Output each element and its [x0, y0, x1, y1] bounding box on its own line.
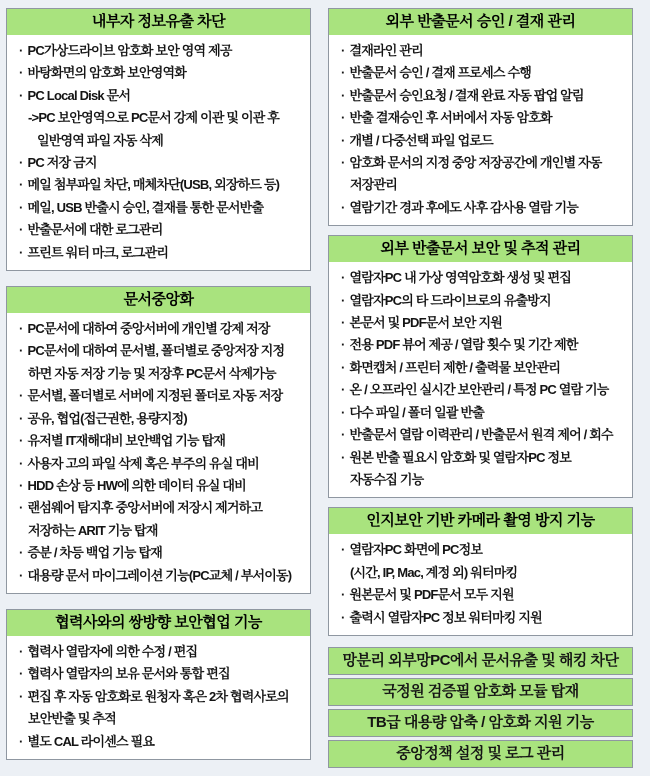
- box-title: 내부자 정보유출 차단: [7, 9, 310, 35]
- feature-line: · 반출문서 승인 / 결재 프로세스 수행: [341, 62, 626, 84]
- left-feature-box-3: [6, 609, 311, 760]
- feature-line: · 반출 결재승인 후 서버에서 자동 암호화: [341, 107, 626, 129]
- feature-line: · 협력사 열람자의 보유 문서와 통합 편집: [19, 663, 304, 685]
- feature-line: · 암호화 문서의 지정 중앙 저장공간에 개인별 자동: [341, 152, 626, 174]
- feature-list: [7, 35, 310, 270]
- feature-banner-1: 망분리 외부망PC에서 문서유출 및 해킹 차단: [328, 647, 633, 675]
- right-feature-box-3: [328, 507, 633, 636]
- feature-line: · 유저별 IT재해대비 보안백업 기능 탑재: [19, 430, 304, 452]
- left-feature-box-1: [6, 8, 311, 271]
- feature-line-continuation: 하면 자동 저장 기능 및 저장후 PC문서 삭제가능: [28, 365, 276, 381]
- feature-line: · 원본 반출 필요시 암호화 및 열람자PC 정보: [341, 447, 626, 469]
- feature-line: · HDD 손상 등 HW에 의한 데이터 유실 대비: [19, 475, 304, 497]
- feature-line: · 증분 / 차등 백업 기능 탑재: [19, 542, 304, 564]
- feature-line: · 열람자PC 화면에 PC정보: [341, 539, 626, 561]
- feature-line: · 메일 첨부파일 차단, 매체차단(USB, 외장하드 등): [19, 174, 304, 196]
- feature-line-continuation: 저장하는 ARIT 기능 탑재: [28, 522, 158, 538]
- feature-line: · 바탕화면의 암호화 보안영역화: [19, 62, 304, 84]
- feature-line-continuation: 일반영역 파일 자동 삭제: [37, 132, 164, 148]
- feature-line: · 편집 후 자동 암호화로 원청자 혹은 2차 협력사로의: [19, 686, 304, 708]
- feature-line: · 열람자PC 내 가상 영역암호화 생성 및 편집: [341, 267, 626, 289]
- feature-list: [329, 262, 632, 497]
- feature-line: · 출력시 열람자PC 정보 워터마킹 지원: [341, 607, 626, 629]
- right-feature-box-1: [328, 8, 633, 226]
- feature-line-continuation: ->PC 보안영역으로 PC문서 강제 이관 및 이관 후: [28, 110, 280, 126]
- feature-line: · 공유, 협업(접근권한, 용량지정): [19, 408, 304, 430]
- right-feature-box-2: [328, 235, 633, 498]
- feature-line: · 다수 파일 / 폴더 일괄 반출: [341, 402, 626, 424]
- feature-line: · 열람자PC의 타 드라이브로의 유출방지: [341, 290, 626, 312]
- feature-line-continuation: 저장관리: [350, 177, 398, 193]
- feature-line-continuation: 자동수집 기능: [350, 471, 424, 487]
- feature-line: · PC가상드라이브 암호화 보안 영역 제공: [19, 40, 304, 62]
- feature-banner-3: TB급 대용량 압축 / 암호화 지원 기능: [328, 709, 633, 737]
- feature-line: · 결재라인 관리: [341, 40, 626, 62]
- feature-list: [7, 636, 310, 759]
- feature-line: · 사용자 고의 파일 삭제 혹은 부주의 유실 대비: [19, 453, 304, 475]
- feature-line: · 반출문서 열람 이력관리 / 반출문서 원격 제어 / 회수: [341, 424, 626, 446]
- left-column: [6, 8, 311, 768]
- feature-line: · 문서별, 폴더별로 서버에 지정된 폴더로 자동 저장: [19, 385, 304, 407]
- right-column: [328, 8, 633, 768]
- feature-line: · 전용 PDF 뷰어 제공 / 열람 횟수 및 기간 제한: [341, 334, 626, 356]
- feature-line: · PC문서에 대하여 중앙서버에 개인별 강제 저장: [19, 318, 304, 340]
- left-feature-box-2: [6, 286, 311, 594]
- feature-banner-2: 국정원 검증필 암호화 모듈 탑재: [328, 678, 633, 706]
- feature-line: · 온 / 오프라인 실시간 보안관리 / 특정 PC 열람 기능: [341, 379, 626, 401]
- feature-line: · 랜섬웨어 탐지후 중앙서버에 저장시 제거하고: [19, 497, 304, 519]
- box-title: 외부 반출문서 보안 및 추적 관리: [329, 236, 632, 262]
- feature-line: · 반출문서에 대한 로그관리: [19, 219, 304, 241]
- feature-line: · 반출문서 승인요청 / 결재 완료 자동 팝업 알림: [341, 85, 626, 107]
- feature-line-continuation: (시간, IP, Mac, 계정 외) 워터마킹: [350, 564, 518, 580]
- feature-line: · PC Local Disk 문서: [19, 85, 304, 107]
- feature-banner-4: 중앙정책 설정 및 로그 관리: [328, 740, 633, 768]
- feature-line: · 화면캡처 / 프린터 제한 / 출력물 보안관리: [341, 357, 626, 379]
- box-title: 문서중앙화: [7, 287, 310, 313]
- feature-line: · 본문서 및 PDF문서 보안 지원: [341, 312, 626, 334]
- feature-list: [7, 313, 310, 593]
- feature-line: · 별도 CAL 라이센스 필요: [19, 731, 304, 753]
- feature-line: · PC문서에 대하여 문서별, 폴더별로 중앙저장 지정: [19, 340, 304, 362]
- feature-line: · PC 저장 금지: [19, 152, 304, 174]
- feature-line: · 협력사 열람자에 의한 수정 / 편집: [19, 641, 304, 663]
- feature-line: · 메일, USB 반출시 승인, 결재를 통한 문서반출: [19, 197, 304, 219]
- feature-line-continuation: 보안반출 및 추적: [28, 711, 116, 727]
- box-title: 외부 반출문서 승인 / 결재 관리: [329, 9, 632, 35]
- feature-line: · 원본문서 및 PDF문서 모두 지원: [341, 584, 626, 606]
- feature-list: [329, 35, 632, 225]
- banner-stack: [328, 647, 633, 768]
- feature-line: · 프린트 워터 마크, 로그관리: [19, 242, 304, 264]
- feature-list: [329, 534, 632, 635]
- box-title: 인지보안 기반 카메라 촬영 방지 기능: [329, 508, 632, 534]
- feature-line: · 개별 / 다중선택 파일 업로드: [341, 130, 626, 152]
- feature-line: · 대용량 문서 마이그레이션 기능(PC교체 / 부서이동): [19, 565, 304, 587]
- box-title: 협력사와의 쌍방향 보안협업 기능: [7, 610, 310, 636]
- feature-line: · 열람기간 경과 후에도 사후 감사용 열람 기능: [341, 197, 626, 219]
